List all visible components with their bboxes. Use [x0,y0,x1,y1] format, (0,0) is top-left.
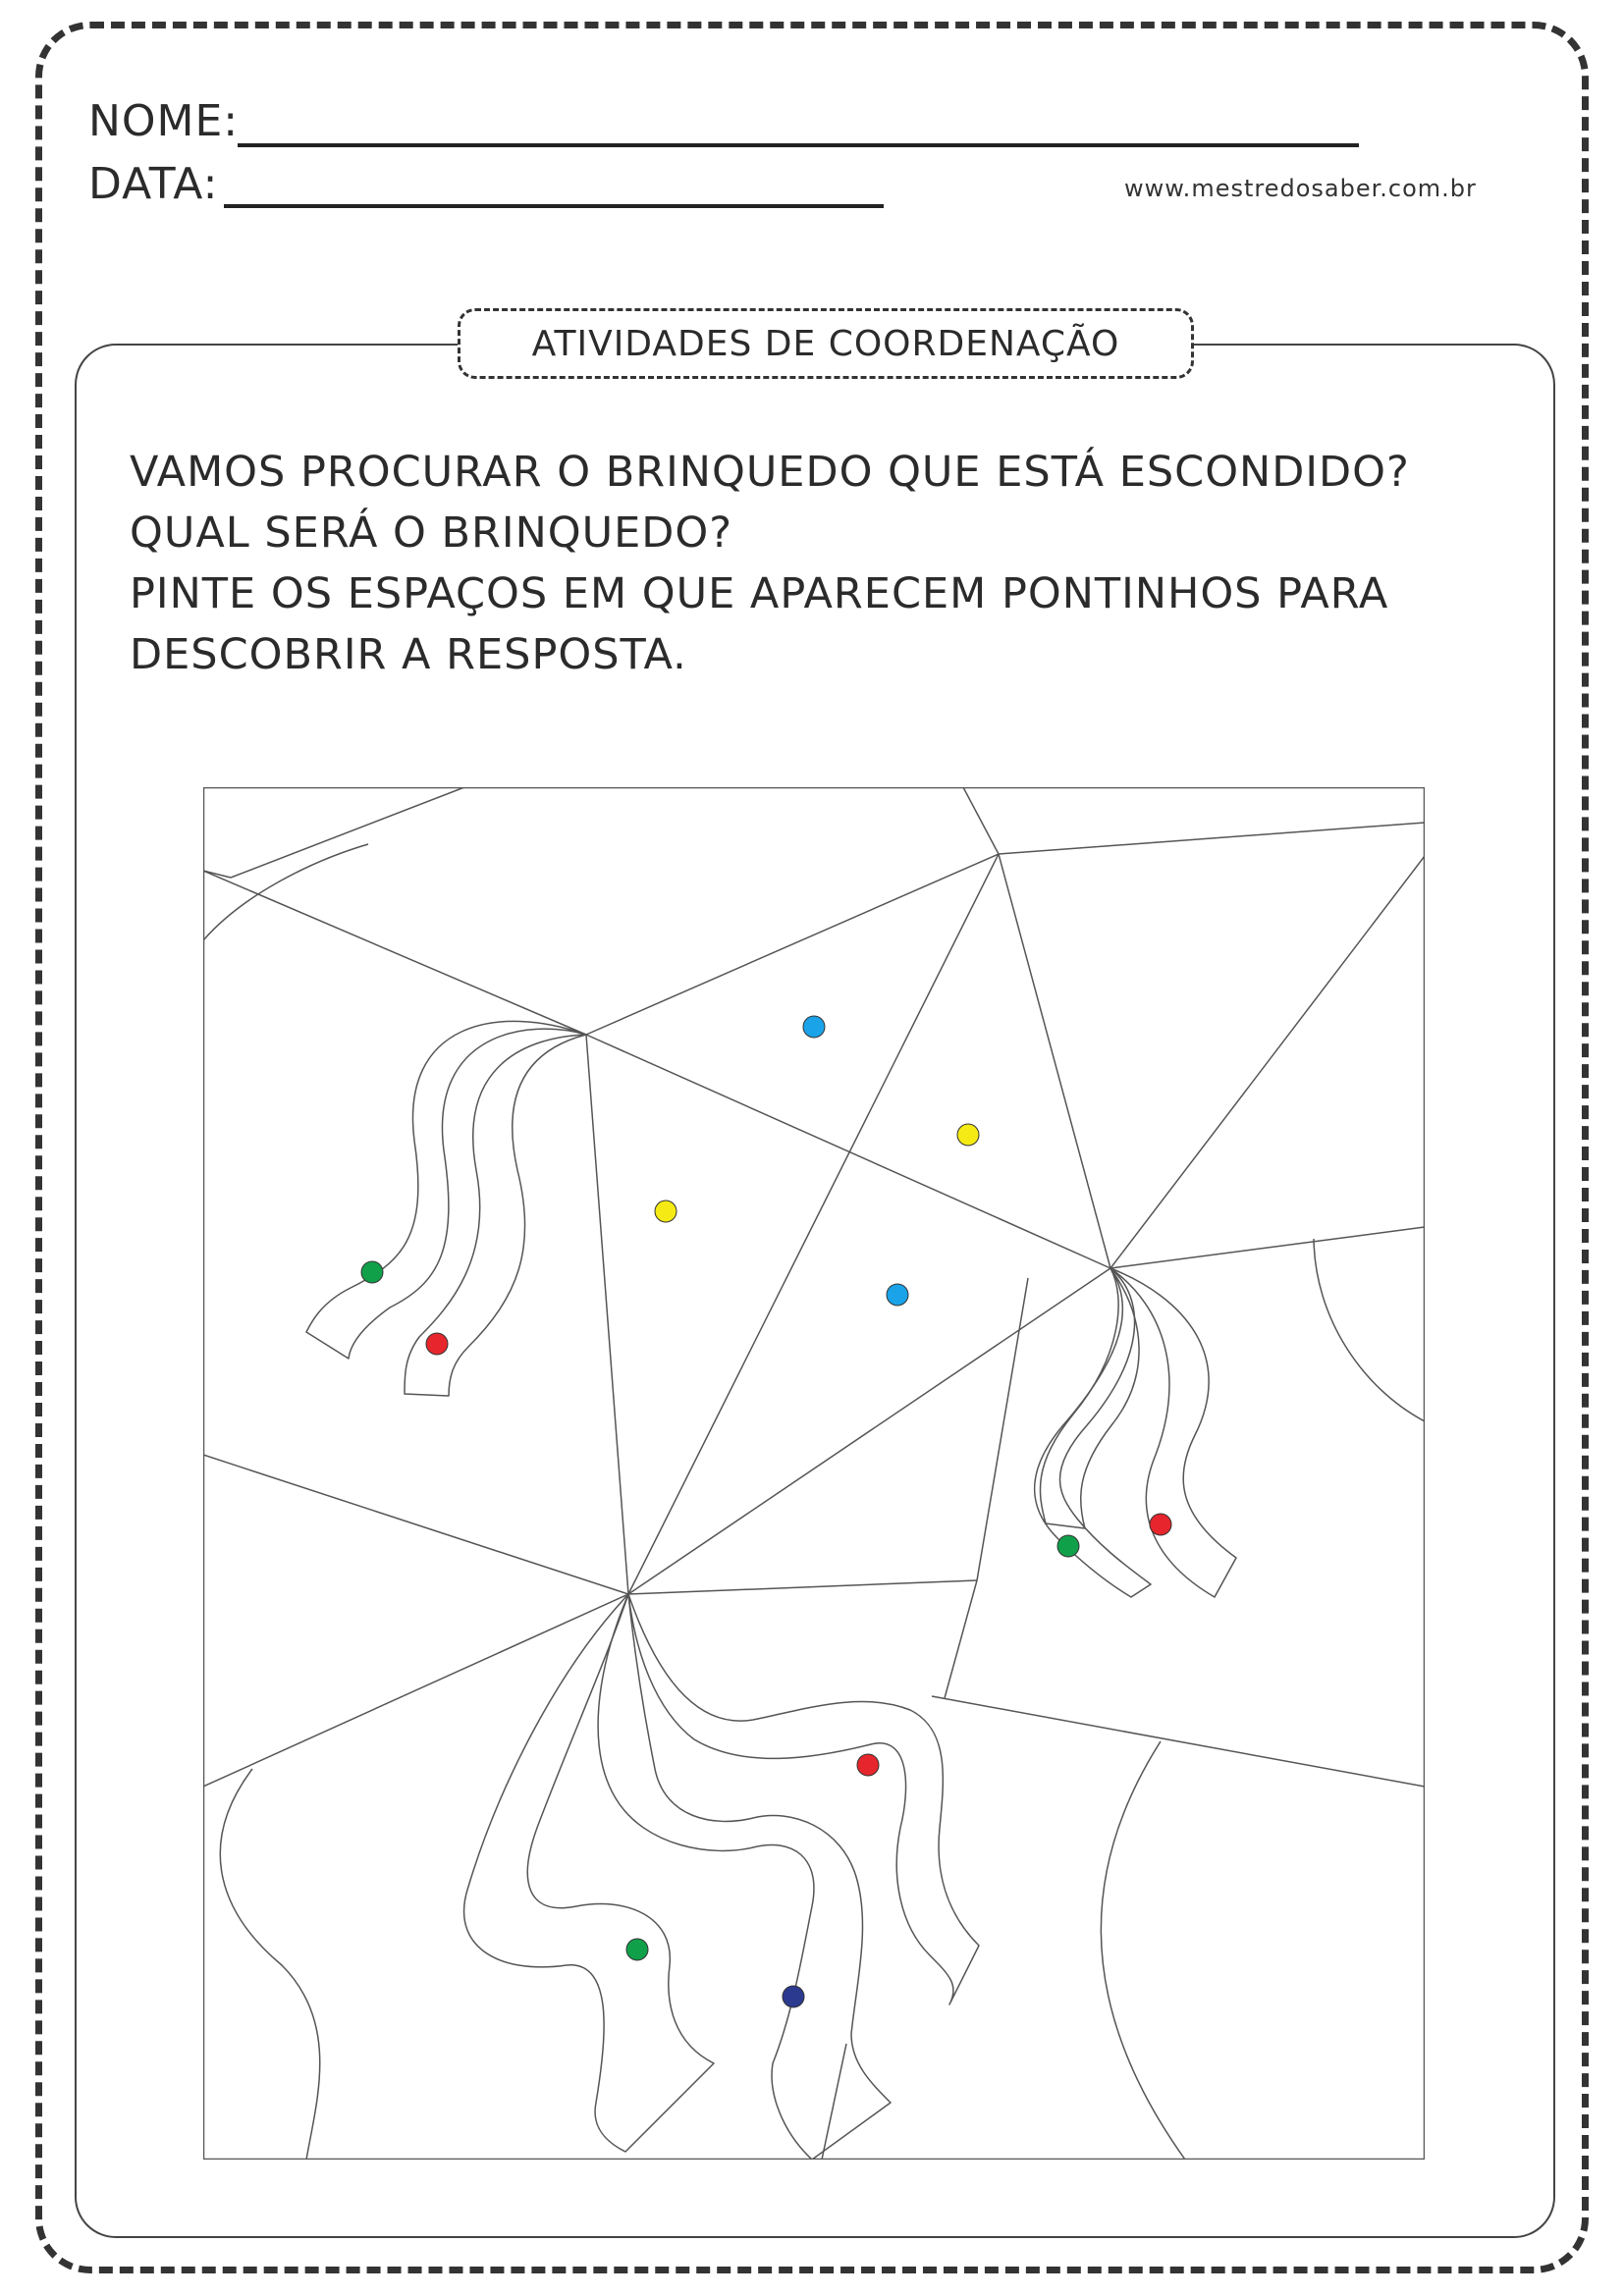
region-line [1110,1227,1425,1268]
name-field[interactable] [238,143,1359,147]
region-line [231,787,464,878]
tail-ribbon-3 [628,1594,979,2004]
date-label: DATA: [88,159,219,209]
region-line [203,1455,628,1594]
kite-spar [586,1035,1110,1268]
region-line [220,1769,319,2160]
website-url: www.mestredosaber.com.br [1124,175,1477,202]
date-field[interactable] [224,204,884,208]
green-dot [626,1939,648,1960]
yellow-dot [957,1124,979,1146]
region-line [932,1696,1425,1787]
instruction-line: PINTE OS ESPAÇOS EM QUE APARECEM PONTINHOS PARA [130,569,1389,618]
region-line [999,823,1425,854]
instruction-line: VAMOS PROCURAR O BRINQUEDO QUE ESTÁ ESCONDIDO? [130,448,1410,497]
name-label: NOME: [88,96,240,146]
instruction-line: QUAL SERÁ O BRINQUEDO? [130,508,733,558]
blue-dot [803,1016,825,1038]
tail-ribbon-2 [598,1594,891,2160]
green-dot [1057,1535,1079,1557]
red-dot [1150,1514,1171,1535]
blue-dot [887,1284,908,1306]
instructions [130,442,1504,685]
instruction-line: DESCOBRIR A RESPOSTA. [130,630,687,679]
ribbon-right-3 [1110,1268,1236,1597]
yellow-dot [655,1201,677,1222]
tail-ribbon-1 [464,1594,714,2152]
region-line [1101,1741,1185,2160]
region-line [628,1580,977,1594]
ribbon-right-2 [1040,1268,1139,1528]
region-line [945,1580,977,1698]
navy-dot [783,1986,804,2007]
region-line [1314,1239,1425,1421]
ribbon-left-1 [306,1021,586,1359]
puzzle-frame [204,788,1425,2160]
dots-layer [361,1016,1171,2007]
region-line [203,844,368,940]
region-line [963,787,999,854]
region-line [977,1278,1028,1580]
kite-spar [628,854,999,1594]
activity-title [458,308,1194,379]
ribbon-right-1 [1035,1268,1151,1597]
hidden-kite-puzzle[interactable] [203,787,1425,2160]
red-dot [426,1333,448,1355]
kite-outline [586,854,1110,1594]
region-line [822,2044,846,2160]
region-line [1110,856,1425,1268]
region-line [203,871,586,1035]
activity-title-text: ATIVIDADES DE COORDENAÇÃO [531,323,1120,364]
red-dot [857,1754,879,1776]
green-dot [361,1261,383,1283]
